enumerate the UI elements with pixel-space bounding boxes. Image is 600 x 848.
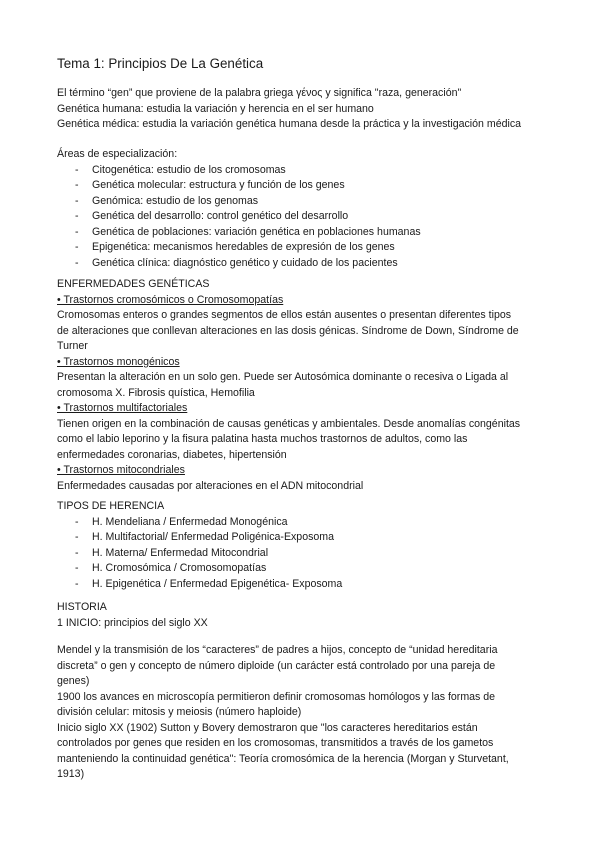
historia-subheading: 1 INICIO: principios del siglo XX (57, 616, 208, 629)
herencia-list (57, 515, 547, 593)
list-item: - Genética del desarrollo: control genético del desarrollo (57, 209, 547, 225)
list-item: - H. Mendeliana / Enfermedad Monogénica (57, 515, 547, 531)
list-item: - H. Epigenética / Enfermedad Epigenética- Exposoma (57, 577, 547, 593)
section-subtitle: • Trastornos multifactoriales (57, 402, 188, 414)
paragraph-line: genes) (57, 675, 90, 687)
paragraph-line: 1913) (57, 768, 85, 780)
paragraph-line: Mendel y la transmisión de los “caracteres” de padres a hijos, concepto de “unidad hereditaria (57, 644, 498, 656)
section-subtitle: • Trastornos cromosómicos o Cromosomopatías (57, 293, 284, 306)
section-subtitle: • Trastornos mitocondriales (57, 464, 185, 476)
paragraph-line: discreta” o gen y concepto de número diploide (un carácter está controlado por una pareja de (57, 659, 496, 672)
paragraph-line: Cromosomas enteros o grandes segmentos de ellos están ausentes o presentan diferentes tipos (57, 309, 512, 321)
paragraph-line: de alteraciones que conllevan alteraciones en las dosis génicas. Síndrome de Down, Síndrome de (57, 324, 519, 337)
herencia-section (57, 499, 547, 592)
list-item: - H. Multifactorial/ Enfermedad Poligénica-Exposoma (57, 530, 547, 546)
herencia-heading: TIPOS DE HERENCIA (57, 500, 165, 512)
paragraph-line: como el labio leporino y la fisura palatina hasta muchos trastornos de adultos, como las (57, 433, 468, 445)
intro-line: El término “gen” que proviene de la palabra griega γένος y significa "raza, generación" (57, 87, 462, 99)
areas-list (57, 163, 547, 272)
paragraph-line: división celular: mitosis y meiosis (número haploide) (57, 706, 302, 718)
section-subtitle: • Trastornos monogénicos (57, 355, 180, 368)
intro-block (57, 86, 547, 133)
list-item: - Genómica: estudio de los genomas (57, 194, 547, 210)
enfermedades-heading: ENFERMEDADES GENÉTICAS (57, 278, 210, 290)
list-item: - Citogenética: estudio de los cromosomas (57, 163, 547, 179)
paragraph-line: Presentan la alteración en un solo gen. Puede ser Autosómica dominante o recesiva o Ligada al (57, 371, 509, 383)
areas-section (57, 147, 547, 271)
list-item: - Genética de poblaciones: variación genética en poblaciones humanas (57, 225, 547, 241)
areas-heading: Áreas de especialización: (57, 148, 178, 160)
enfermedades-section (57, 277, 547, 494)
paragraph-line: Tienen origen en la combinación de causas genéticas y ambientales. Desde anomalías congénitas (57, 417, 521, 430)
paragraph-line: enfermedades coronarias, diabetes, hipertensión (57, 448, 287, 461)
historia-paragraphs (57, 643, 547, 783)
paragraph-line: controlados por genes que residen en los cromosomas, transmitidos a través de los gametos (57, 737, 494, 749)
list-item: - Genética molecular: estructura y función de los genes (57, 178, 547, 194)
list-item: - Genética clínica: diagnóstico genético y cuidado de los pacientes (57, 256, 547, 272)
list-item: - H. Cromosómica / Cromosomopatías (57, 561, 547, 577)
page-title: Tema 1: Principios De La Genética (57, 56, 264, 71)
historia-section (57, 600, 547, 631)
historia-heading: HISTORIA (57, 601, 107, 613)
paragraph-line: Inicio siglo XX (1902) Sutton y Bovery demostraron que "los caracteres hereditarios están (57, 721, 478, 734)
list-item: - Epigenética: mecanismos heredables de expresión de los genes (57, 240, 547, 256)
paragraph-line: Turner (57, 340, 88, 352)
paragraph-line: cromosoma X. Fibrosis quística, Hemofilia (57, 386, 255, 399)
intro-line: Genética humana: estudia la variación y herencia en el ser humano (57, 102, 374, 115)
intro-line: Genética médica: estudia la variación genética humana desde la práctica y la investigación médica (57, 118, 522, 130)
paragraph-line: Enfermedades causadas por alteraciones en el ADN mitocondrial (57, 479, 364, 492)
paragraph-line: 1900 los avances en microscopía permitieron definir cromosomas homólogos y las formas de (57, 690, 496, 703)
list-item: - H. Materna/ Enfermedad Mitocondrial (57, 546, 547, 562)
paragraph-line: manteniendo la continuidad genética": Teoría cromosómica de la herencia (Morgan y Sturvetant, (57, 752, 509, 765)
